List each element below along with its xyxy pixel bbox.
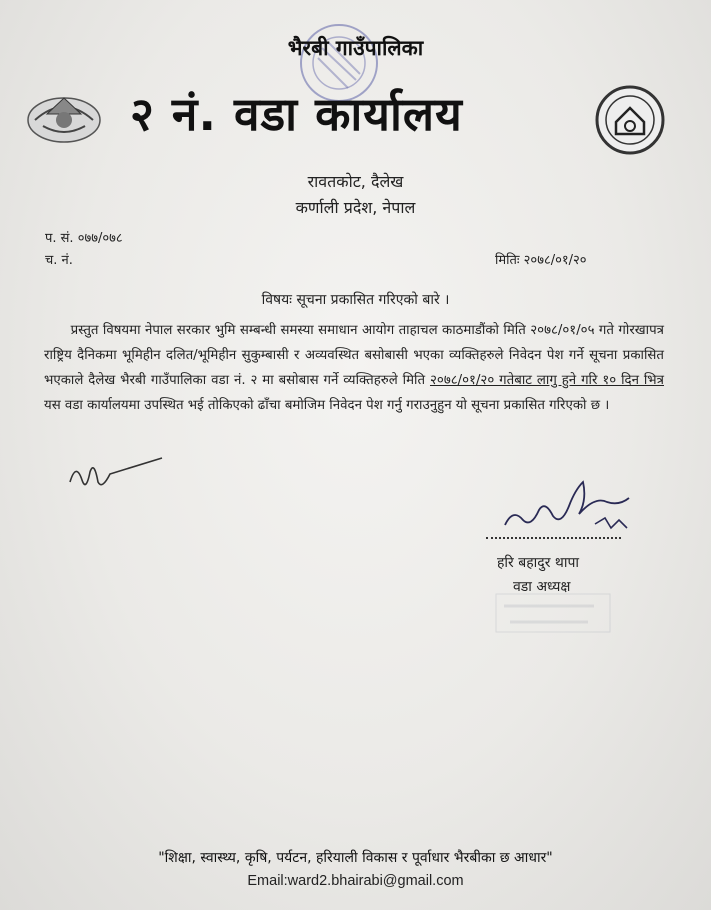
- dispatch-number: च. नं.: [45, 253, 73, 268]
- notice-body: [44, 318, 664, 418]
- subject-line: विषयः सूचना प्रकासित गरिएको बारे ।: [261, 292, 450, 308]
- body-text-part-2: यस वडा कार्यालयमा उपस्थित भई तोकिएको ढाँचा बमोजिम निवेदन पेश गर्नु गराउनुहुन यो सूचना प्रकासित गरिएको छ ।: [44, 398, 610, 413]
- address-line-1: रावतकोट, दैलेख: [307, 172, 404, 191]
- signature-line: [486, 536, 621, 539]
- body-text-part-1: प्रस्तुत विषयमा नेपाल सरकार भुमि सम्बन्धी समस्या समाधान आयोग ताहाचल काठमाडौंको मिति २०७८/०१/०५ गते गोरखापत्र राष्ट्रिय दैनिकमा भूमिहीन दलित/भूमिहीन सुकुम्बासी र अव्यवस्थित बसोबासी भएका व्यक्तिहरुले निवेदन पेश गर्ने सूचना प्रकासित भएकाले दैलेख भैरबी गाउँपालिका वडा नं. २ मा बसोबास गर्ने व्यक्तिहरुले मिति: [44, 323, 664, 388]
- faded-name-stamp: [494, 592, 612, 634]
- letter-date: मितिः २०७८/०१/२०: [495, 253, 587, 268]
- signatory-name: हरि बहादुर थापा: [497, 555, 580, 571]
- footer-email: Email:ward2.bhairabi@gmail.com: [247, 873, 464, 889]
- footer-slogan: "शिक्षा, स्वास्थ्य, कृषि, पर्यटन, हरियाली विकास र पूर्वाधार भैरबीका छ आधार": [158, 850, 553, 866]
- nepal-emblem-icon: [25, 84, 103, 146]
- initials-scribble: [62, 452, 182, 497]
- body-underlined-deadline: २०७८/०१/२० गतेबाट लागु हुने गरि १० दिन भित्र: [429, 373, 664, 388]
- signatory-title: वडा अध्यक्ष: [513, 579, 571, 595]
- address-line-2: कर्णाली प्रदेश, नेपाल: [295, 198, 416, 217]
- signature-scribble: [495, 470, 645, 540]
- rural-municipality-logo-icon: [594, 84, 666, 156]
- letter-number: प. सं. ०७७/०७८: [45, 231, 123, 246]
- organization-name: भैरबी गाउँपालिका: [287, 36, 424, 60]
- ward-office-title: २ नं. वडा कार्यालय: [130, 87, 463, 141]
